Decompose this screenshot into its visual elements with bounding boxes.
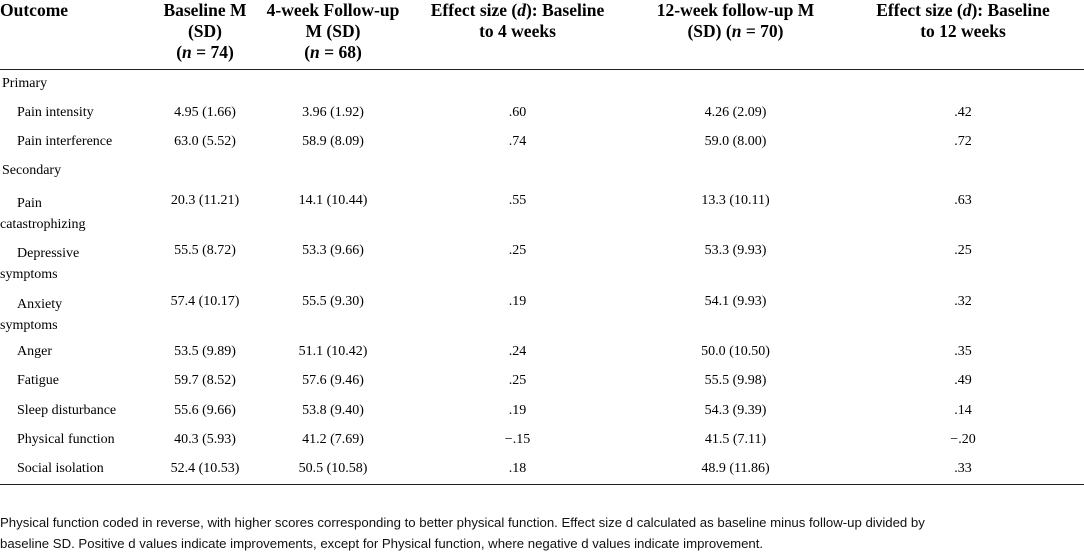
row-label-line2: symptoms (0, 267, 58, 283)
table-row (0, 367, 1084, 396)
cell-fu12: 59.0 (8.00) (704, 134, 767, 150)
header-fu4-line2: M (SD) (305, 21, 361, 41)
header-es12-line1 (842, 0, 1084, 21)
header-baseline-line2: (SD) (187, 21, 223, 41)
header-baseline-n-rest: = 74) (191, 42, 234, 62)
cell-fu4: 14.1 (10.44) (298, 192, 368, 208)
cell-fu4: 51.1 (10.42) (298, 344, 368, 360)
header-fu12-line2-pre: (SD) ( (687, 21, 732, 41)
cell-es12: .25 (954, 243, 972, 259)
cell-es4: .60 (508, 104, 527, 120)
section-row-primary (0, 70, 1084, 99)
header-es12-var: d (962, 0, 972, 20)
row-label: Pain intensity (17, 104, 94, 120)
cell-es12: .49 (954, 373, 972, 389)
cell-es12: .33 (842, 455, 1084, 484)
table-footnote (0, 512, 1084, 554)
cell-fu4: 53.3 (9.66) (302, 243, 364, 259)
table-row (0, 397, 1084, 426)
cell-es12: .35 (954, 344, 972, 360)
section-row-secondary (0, 157, 1084, 186)
row-label: Pain interference (17, 134, 113, 150)
cell-fu12: 53.3 (9.93) (704, 243, 767, 259)
section-label-secondary: Secondary (2, 163, 62, 179)
header-outcome (0, 0, 150, 70)
header-row (0, 0, 1084, 70)
cell-es4: .19 (508, 402, 527, 418)
cell-es4: .74 (508, 134, 527, 150)
row-label: Fatigue (17, 373, 59, 389)
cell-baseline: 52.4 (10.53) (150, 455, 260, 484)
header-fu4-n (260, 42, 406, 63)
cell-baseline: 4.95 (1.66) (174, 104, 236, 120)
row-label (0, 288, 150, 339)
header-es4-var: d (517, 0, 526, 20)
cell-es12: .63 (954, 192, 972, 208)
cell-es4: .19 (508, 293, 527, 309)
table-row (0, 338, 1084, 367)
row-label (0, 187, 150, 238)
cell-fu4: 58.9 (8.09) (302, 134, 364, 150)
cell-baseline: 55.5 (8.72) (174, 243, 236, 259)
header-es12-line2: to 12 weeks (920, 21, 1006, 41)
table-row (0, 99, 1084, 128)
table-row (0, 455, 1084, 484)
cell-fu4: 57.6 (9.46) (302, 373, 364, 389)
cell-es4: .25 (508, 243, 527, 259)
cell-baseline: 59.7 (8.52) (174, 373, 236, 389)
header-fu4 (260, 0, 406, 70)
header-fu12-line1: 12-week follow-up M (656, 0, 815, 20)
header-fu12-line2 (629, 21, 842, 42)
row-label-line1: Anxiety (17, 296, 63, 312)
row-label-line2: symptoms (0, 317, 58, 333)
header-fu12-n-var: n (731, 21, 742, 41)
header-baseline (150, 0, 260, 70)
cell-es12: .42 (954, 104, 972, 120)
header-es12-prefix: Effect size ( (876, 0, 963, 20)
row-label: Physical function (17, 432, 115, 448)
table-row (0, 288, 1084, 339)
table-row (0, 237, 1084, 288)
cell-fu12: 4.26 (2.09) (704, 104, 767, 120)
header-baseline-n-var: n (182, 42, 192, 62)
cell-fu12: 48.9 (11.86) (629, 455, 842, 484)
cell-baseline: 63.0 (5.52) (174, 134, 236, 150)
cell-es12: .32 (954, 293, 972, 309)
cell-es4: .24 (508, 344, 527, 360)
cell-fu12: 41.5 (7.11) (704, 432, 767, 448)
cell-fu12: 55.5 (9.98) (704, 373, 767, 389)
header-fu12 (629, 0, 842, 70)
header-baseline-line1: Baseline M (163, 0, 247, 20)
cell-baseline: 40.3 (5.93) (174, 432, 236, 448)
header-es4 (406, 0, 629, 70)
header-es4-line2: to 4 weeks (479, 21, 556, 41)
cell-es4: .55 (508, 192, 527, 208)
header-es12 (842, 0, 1084, 70)
cell-fu4: 3.96 (1.92) (302, 104, 364, 120)
header-baseline-n (150, 42, 260, 63)
header-es12-suffix: ): Baseline (971, 0, 1050, 20)
row-label: Anger (17, 344, 52, 360)
cell-baseline: 20.3 (11.21) (170, 192, 240, 208)
header-outcome-text: Outcome (0, 0, 69, 20)
cell-es12: −.20 (950, 432, 976, 448)
header-es4-prefix: Effect size ( (430, 0, 518, 20)
header-fu12-n-rest: = 70) (741, 21, 784, 41)
table-row (0, 187, 1084, 238)
row-label-line1: Pain (17, 195, 42, 211)
cell-baseline: 53.5 (9.89) (174, 344, 236, 360)
row-label-line2: catastrophizing (0, 216, 86, 232)
cell-fu4: 50.5 (10.58) (260, 455, 406, 484)
cell-es4: .18 (406, 455, 629, 484)
header-fu4-n-var: n (310, 42, 320, 62)
cell-fu12: 54.3 (9.39) (704, 402, 767, 418)
row-label: Social isolation (0, 455, 150, 484)
header-fu4-line1: 4-week Follow-up (266, 0, 400, 20)
header-fu4-n-rest: = 68) (319, 42, 362, 62)
header-es4-suffix: ): Baseline (525, 0, 605, 20)
header-fu4-n-open: ( (304, 42, 311, 62)
table-row (0, 426, 1084, 455)
footnote-line2: baseline SD. Positive d values indicate improvements, except for Physical function, where negative d values indicate improvement. (0, 536, 764, 551)
cell-baseline: 57.4 (10.17) (170, 293, 240, 309)
cell-fu12: 50.0 (10.50) (701, 344, 770, 360)
header-baseline-n-open: ( (176, 42, 183, 62)
cell-fu4: 53.8 (9.40) (302, 402, 364, 418)
section-label-primary: Primary (2, 76, 48, 91)
row-label (0, 237, 150, 288)
cell-fu12: 54.1 (9.93) (704, 293, 767, 309)
row-label-line1: Depressive (17, 246, 80, 262)
cell-fu4: 55.5 (9.30) (302, 293, 364, 309)
cell-es12: .14 (954, 402, 972, 418)
cell-fu12: 13.3 (10.11) (701, 192, 770, 208)
row-label: Sleep disturbance (17, 402, 117, 418)
table-row (0, 128, 1084, 157)
cell-es12: .72 (954, 134, 972, 150)
footnote-line1: Physical function coded in reverse, with higher scores corresponding to better physical function. Effect size d calculated as baseline minus follow-up divided by (0, 515, 925, 530)
cell-es4: .25 (508, 373, 527, 389)
cell-es4: −.15 (504, 432, 531, 448)
cell-fu4: 41.2 (7.69) (302, 432, 364, 448)
cell-baseline: 55.6 (9.66) (174, 402, 236, 418)
header-es4-line1 (406, 0, 629, 21)
